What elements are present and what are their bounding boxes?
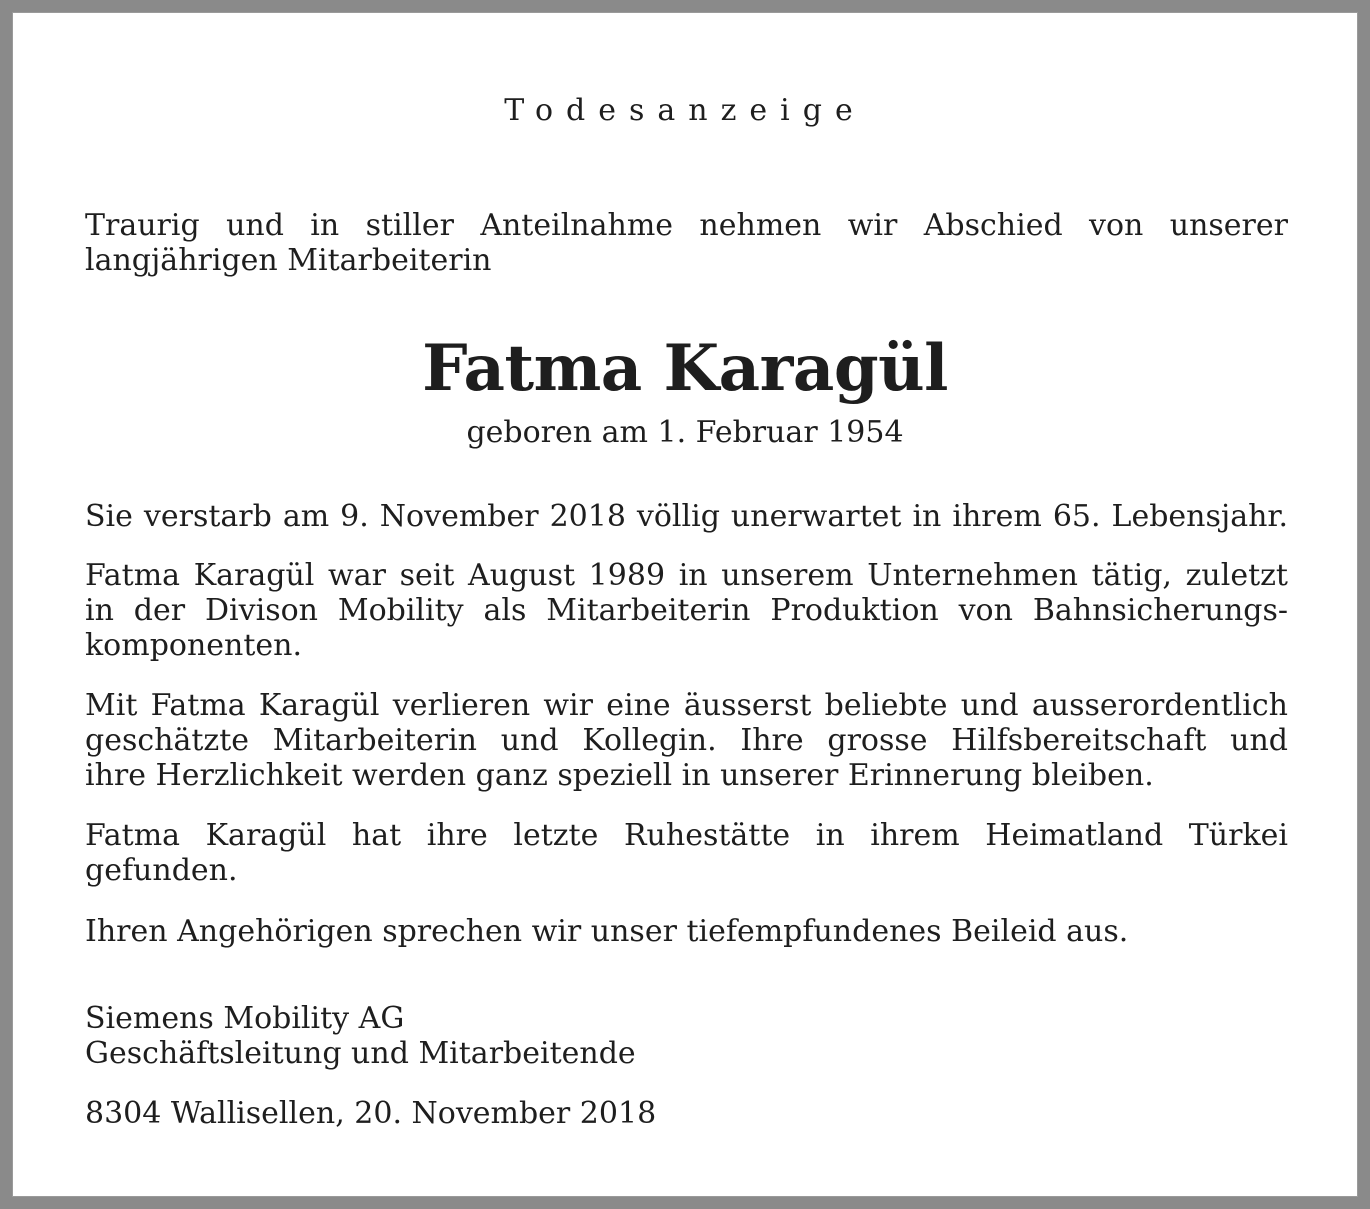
paragraph-career xyxy=(85,558,1288,663)
deceased-name: Fatma Karagül xyxy=(422,331,948,406)
intro-text xyxy=(85,208,1288,278)
paragraph-resting-place-line-2: gefunden. xyxy=(85,853,238,888)
paragraph-tribute-line-2: geschätzte Mitarbeiterin und Kollegin. Ihre grosse Hilfsbereitschaft und xyxy=(85,723,1288,758)
birth-date: geboren am 1. Februar 1954 xyxy=(466,415,904,450)
paragraph-condolences xyxy=(85,914,1288,949)
paragraph-career-line-1: Fatma Karagül war seit August 1989 in unserem Unternehmen tätig, zuletzt xyxy=(85,558,1288,593)
place-date-block xyxy=(85,1096,1288,1131)
paragraph-tribute-line-3: ihre Herzlichkeit werden ganz speziell in unserer Erinnerung bleiben. xyxy=(85,758,1154,793)
paragraph-death xyxy=(85,499,1288,534)
paragraph-death-line: Sie verstarb am 9. November 2018 völlig unerwartet in ihrem 65. Lebensjahr. xyxy=(85,499,1288,534)
place-date: 8304 Wallisellen, 20. November 2018 xyxy=(85,1096,657,1131)
paragraph-tribute xyxy=(85,688,1288,793)
intro-line-2: langjährigen Mitarbeiterin xyxy=(85,243,492,278)
paragraph-career-line-3: komponenten. xyxy=(85,628,303,663)
paragraph-resting-place xyxy=(85,818,1288,888)
paragraph-resting-place-line-1: Fatma Karagül hat ihre letzte Ruhestätte in ihrem Heimatland Türkei xyxy=(85,818,1288,853)
paragraph-career-line-2: in der Divison Mobility als Mitarbeiterin Produktion von Bahnsicherungs- xyxy=(85,593,1288,628)
paragraph-tribute-line-1: Mit Fatma Karagül verlieren wir eine äusserst beliebte und ausserordentlich xyxy=(85,688,1288,723)
sender-company: Siemens Mobility AG xyxy=(85,1001,405,1036)
notice-title: Todesanzeige xyxy=(504,93,866,128)
sender-block xyxy=(85,1001,1288,1071)
sender-group: Geschäftsleitung und Mitarbeitende xyxy=(85,1036,636,1071)
paragraph-condolences-line: Ihren Angehörigen sprechen wir unser tiefempfundenes Beileid aus. xyxy=(85,914,1129,949)
intro-line-1: Traurig und in stiller Anteilnahme nehmen wir Abschied von unserer xyxy=(85,208,1288,243)
obituary-notice xyxy=(12,12,1358,1197)
